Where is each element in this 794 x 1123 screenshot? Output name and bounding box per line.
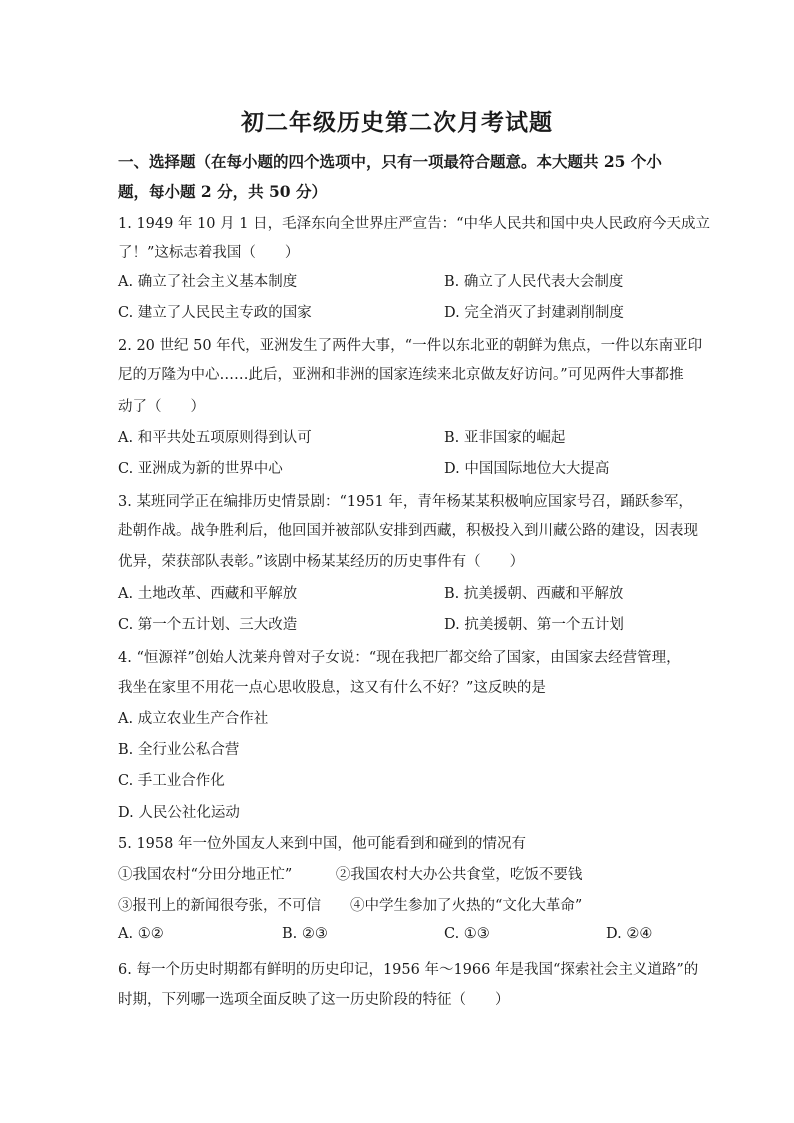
question-2-option-b: B. 亚非国家的崛起 bbox=[444, 430, 566, 446]
question-5-option-b: B. ②③ bbox=[282, 926, 328, 942]
question-2-option-c: C. 亚洲成为新的世界中心 bbox=[118, 461, 283, 477]
question-3-stem-line-3: 优异，荣获部队表彰。”该剧中杨某某经历的历史事件有（ ） bbox=[118, 554, 525, 570]
question-4-option-a: A. 成立农业生产合作社 bbox=[118, 711, 269, 727]
question-4-option-c: C. 手工业合作化 bbox=[118, 773, 225, 789]
question-2-option-a: A. 和平共处五项原则得到认可 bbox=[118, 430, 312, 446]
question-5-stem-line-2: ①我国农村“分田分地正忙” ②我国农村大办公共食堂，吃饭不要钱 bbox=[118, 867, 583, 883]
question-3-option-c: C. 第一个五计划、三大改造 bbox=[118, 617, 298, 633]
question-5-option-a: A. ①② bbox=[118, 926, 164, 942]
question-3-stem-line-1: 3. 某班同学正在编排历史情景剧：“1951 年，青年杨某某积极响应国家号召，踊跃参军， bbox=[118, 494, 693, 510]
question-1-stem-line-2: 了！”这标志着我国（ ） bbox=[118, 245, 300, 261]
question-3-stem-line-2: 赴朝作战。战争胜利后，他回国并被部队安排到西藏，积极投入到川藏公路的建设，因表现 bbox=[118, 523, 698, 539]
question-1-stem-line-1: 1. 1949 年 10 月 1 日，毛泽东向全世界庄严宣告：“中华人民共和国中央人民政府今天成立 bbox=[118, 216, 710, 232]
question-2-stem-line-1: 2. 20 世纪 50 年代，亚洲发生了两件大事，“一件以东北亚的朝鲜为焦点，一件以东南亚印 bbox=[118, 338, 703, 354]
question-3-option-b: B. 抗美援朝、西藏和平解放 bbox=[444, 586, 624, 602]
question-2-stem-line-3: 动了（ ） bbox=[118, 399, 205, 415]
question-5-option-d: D. ②④ bbox=[606, 926, 653, 942]
section-heading-line-1: 一、选择题（在每小题的四个选项中，只有一项最符合题意。本大题共 25 个小 bbox=[118, 152, 662, 171]
question-3-option-a: A. 土地改革、西藏和平解放 bbox=[118, 586, 298, 602]
question-3-option-d: D. 抗美援朝、第一个五计划 bbox=[444, 617, 624, 633]
question-1-option-c: C. 建立了人民民主专政的国家 bbox=[118, 305, 312, 321]
question-4-option-d: D. 人民公社化运动 bbox=[118, 805, 240, 821]
question-5-stem-line-3: ③报刊上的新闻很夸张，不可信 ④中学生参加了火热的“文化大革命” bbox=[118, 898, 583, 914]
question-4-option-b: B. 全行业公私合营 bbox=[118, 742, 240, 758]
question-1-option-a: A. 确立了社会主义基本制度 bbox=[118, 274, 298, 290]
question-6-stem-line-2: 时期，下列哪一选项全面反映了这一历史阶段的特征（ ） bbox=[118, 992, 510, 1008]
question-2-option-d: D. 中国国际地位大大提高 bbox=[444, 461, 610, 477]
question-1-option-b: B. 确立了人民代表大会制度 bbox=[444, 274, 624, 290]
question-4-stem-line-2: 我坐在家里不用花一点心思收股息，这又有什么不好？”这反映的是 bbox=[118, 680, 546, 696]
question-5-stem-line-1: 5. 1958 年一位外国友人来到中国，他可能看到和碰到的情况有 bbox=[118, 836, 526, 852]
question-6-stem-line-1: 6. 每一个历史时期都有鲜明的历史印记，1956 年～1966 年是我国“探索社会主义道路”的 bbox=[118, 962, 699, 978]
question-2-stem-line-2: 尼的万隆为中心……此后，亚洲和非洲的国家连续来北京做友好访问。”可见两件大事都推 bbox=[118, 367, 684, 383]
section-heading-line-2: 题，每小题 2 分，共 50 分） bbox=[118, 182, 327, 201]
question-1-option-d: D. 完全消灭了封建剥削制度 bbox=[444, 305, 624, 321]
question-5-option-c: C. ①③ bbox=[444, 926, 490, 942]
question-4-stem-line-1: 4. “恒源祥”创始人沈莱舟曾对子女说：“现在我把厂都交给了国家，由国家去经营管理， bbox=[118, 650, 681, 666]
page-title: 初二年级历史第二次月考试题 bbox=[241, 109, 553, 136]
